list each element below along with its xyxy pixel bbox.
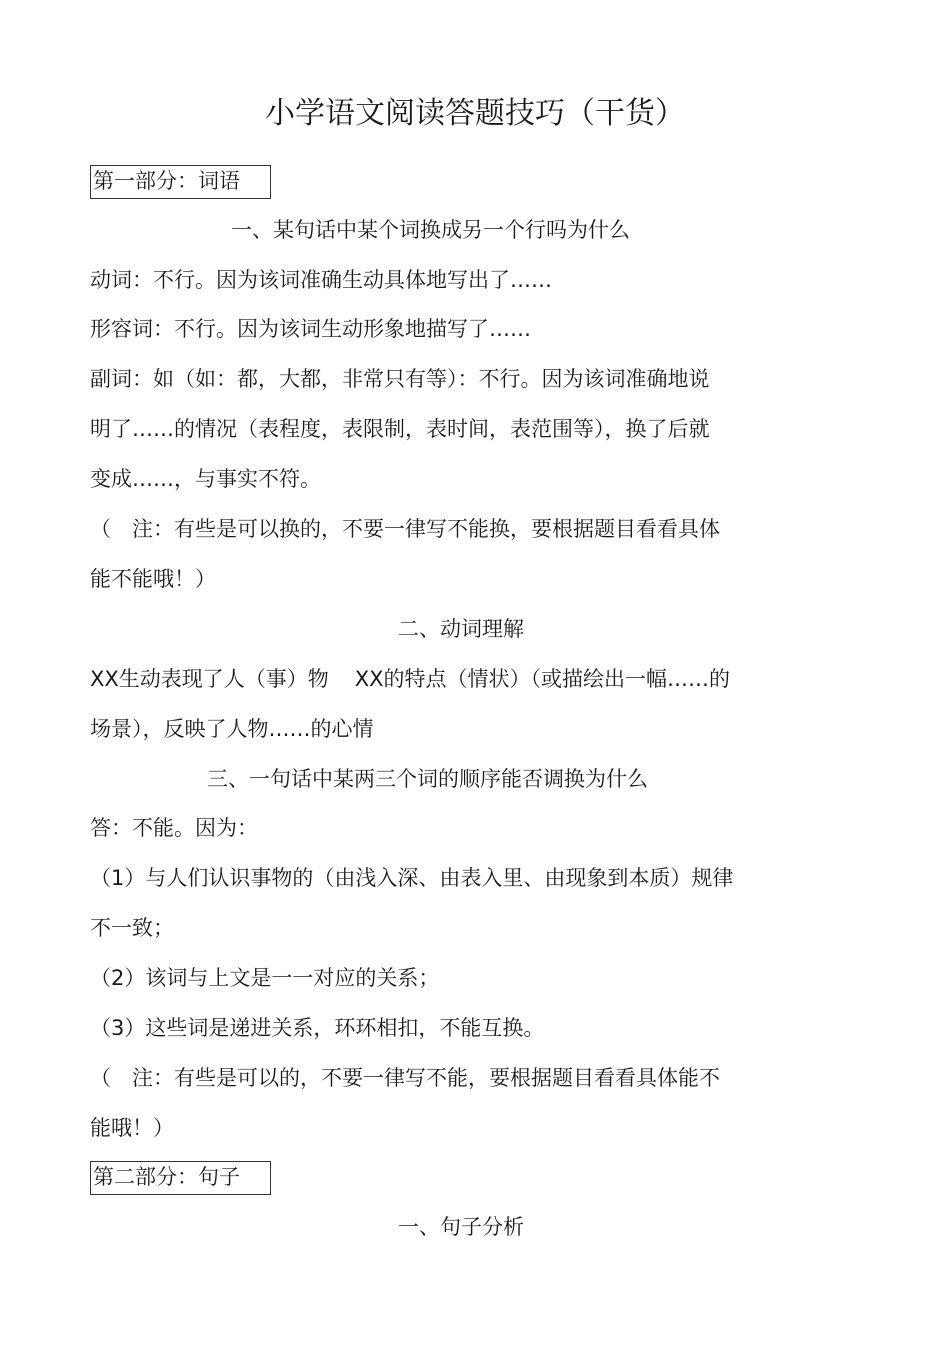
page-title: 小学语文阅读答题技巧（干货） — [265, 96, 685, 131]
paragraph-line — [90, 664, 730, 694]
section-heading: 二、动词理解 — [398, 617, 524, 641]
paragraph-segment: XX生动表现了人（事）物 — [90, 667, 329, 691]
paragraph-line: 动词：不行。因为该词准确生动具体地写出了…… — [90, 268, 552, 292]
list-item: 不一致； — [90, 916, 174, 940]
note-line: 能不能哦！） — [90, 567, 216, 591]
paragraph-segment: XX的特点（情状）（或描绘出一幅……的 — [354, 667, 731, 691]
paragraph-line: 明了……的情况（表程度，表限制，表时间，表范围等），换了后就 — [90, 417, 710, 441]
section-heading: 一、某句话中某个词换成另一个行吗为什么 — [231, 218, 630, 242]
note-line: （ 注：有些是可以换的，不要一律写不能换，要根据题目看看具体 — [90, 517, 720, 541]
part1-label: 第一部分：词语 — [90, 165, 271, 199]
part2-label: 第二部分：句子 — [90, 1161, 271, 1195]
list-item: （3）这些词是递进关系，环环相扣，不能互换。 — [90, 1016, 545, 1040]
paragraph-line: 副词：如（如：都，大都，非常只有等）：不行。因为该词准确地说 — [90, 367, 710, 391]
note-line: （ 注：有些是可以的，不要一律写不能，要根据题目看看具体能不 — [90, 1066, 720, 1090]
paragraph-line: 答：不能。因为： — [90, 816, 258, 840]
note-line: 能哦！） — [90, 1116, 174, 1140]
paragraph-line: 场景），反映了人物……的心情 — [90, 717, 374, 741]
section-heading: 一、句子分析 — [398, 1215, 524, 1239]
section-heading: 三、一句话中某两三个词的顺序能否调换为什么 — [207, 767, 648, 791]
list-item: （1）与人们认识事物的（由浅入深、由表入里、由现象到本质）规律 — [90, 866, 734, 890]
list-item: （2）该词与上文是一一对应的关系； — [90, 966, 440, 990]
paragraph-line: 形容词：不行。因为该词生动形象地描写了…… — [90, 317, 531, 341]
paragraph-line: 变成……，与事实不符。 — [90, 467, 321, 491]
